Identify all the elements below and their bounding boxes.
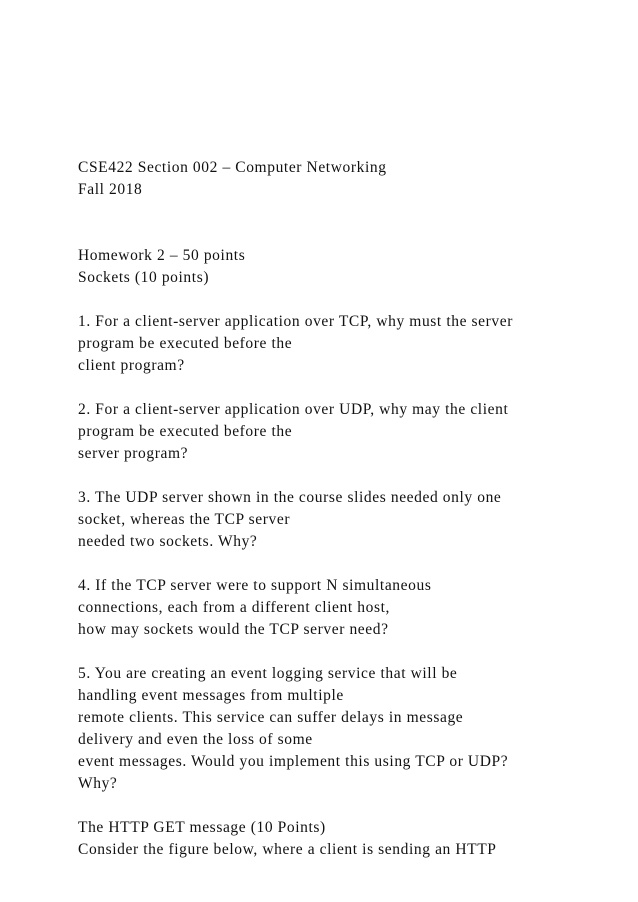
homework-title: Homework 2 – 50 points — [78, 247, 246, 264]
question-line: how may sockets would the TCP server need? — [78, 621, 389, 638]
question-line: needed two sockets. Why? — [78, 533, 258, 550]
spacer — [78, 465, 618, 487]
question-line: handling event messages from multiple — [78, 687, 344, 704]
question-line: program be executed before the — [78, 423, 293, 440]
http-section-title: The HTTP GET message (10 Points) — [78, 819, 326, 836]
question-line: remote clients. This service can suffer delays in message — [78, 709, 464, 726]
document-page — [78, 157, 618, 861]
question-line: delivery and even the loss of some — [78, 731, 313, 748]
spacer — [78, 377, 618, 399]
spacer — [78, 641, 618, 663]
question-line: connections, each from a different client host, — [78, 599, 390, 616]
question-line: 5. You are creating an event logging service that will be — [78, 665, 458, 682]
question-line: 4. If the TCP server were to support N simultaneous — [78, 577, 432, 594]
question-line: socket, whereas the TCP server — [78, 511, 291, 528]
question-line: Why? — [78, 775, 118, 792]
question-5 — [78, 663, 618, 795]
sockets-section-title: Sockets (10 points) — [78, 269, 210, 286]
question-line: 1. For a client-server application over TCP, why must the server — [78, 313, 513, 330]
spacer — [78, 553, 618, 575]
question-3 — [78, 487, 618, 553]
spacer — [78, 201, 618, 245]
question-line: program be executed before the — [78, 335, 293, 352]
http-section-intro: Consider the figure below, where a client is sending an HTTP — [78, 841, 497, 858]
question-line: event messages. Would you implement this using TCP or UDP? — [78, 753, 509, 770]
spacer — [78, 795, 618, 817]
spacer — [78, 289, 618, 311]
term: Fall 2018 — [78, 181, 143, 198]
question-line: 3. The UDP server shown in the course slides needed only one — [78, 489, 502, 506]
question-4 — [78, 575, 618, 641]
question-line: client program? — [78, 357, 185, 374]
course-title: CSE422 Section 002 – Computer Networking — [78, 159, 387, 176]
question-1 — [78, 311, 618, 377]
question-line: 2. For a client-server application over UDP, why may the client — [78, 401, 509, 418]
question-line: server program? — [78, 445, 189, 462]
question-2 — [78, 399, 618, 465]
